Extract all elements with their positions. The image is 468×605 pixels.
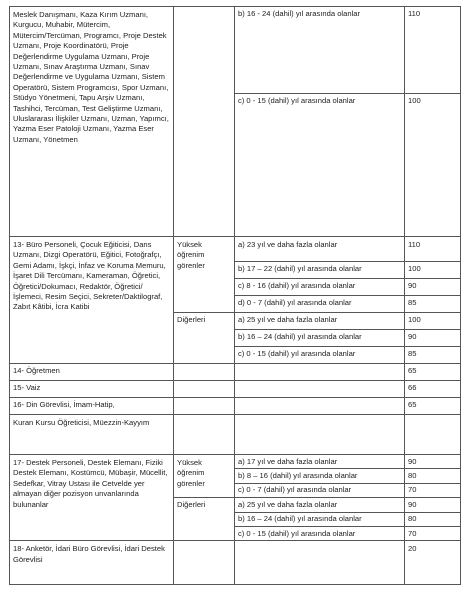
table-row (10, 381, 461, 398)
education-group-cell: Yüksek öğrenim görenler (174, 237, 235, 313)
condition-cell: a) 23 yıl ve daha fazla olanlar (235, 237, 405, 262)
condition-cell: c) 8 - 16 (dahil) yıl arasında olanlar (235, 279, 405, 296)
score-cell: 110 (405, 237, 461, 262)
score-cell: 70 (405, 483, 461, 497)
condition-cell: a) 25 yıl ve daha fazla olanlar (235, 498, 405, 512)
condition-cell: c) 0 - 7 (dahil) yıl arasında olanlar (235, 483, 405, 497)
table-row (10, 237, 461, 262)
score-cell: 85 (405, 347, 461, 364)
education-group-cell (174, 381, 235, 398)
score-cell: 100 (405, 313, 461, 330)
score-cell: 80 (405, 469, 461, 483)
condition-cell: c) 0 - 15 (dahil) yıl arasında olanlar (235, 347, 405, 364)
table-row (10, 7, 461, 94)
table-row (10, 541, 461, 585)
condition-cell (235, 541, 405, 585)
condition-cell (235, 398, 405, 415)
condition-cell (235, 364, 405, 381)
education-group-cell: Diğerleri (174, 498, 235, 541)
score-cell: 66 (405, 381, 461, 398)
table-row (10, 415, 461, 455)
condition-cell: a) 25 yıl ve daha fazla olanlar (235, 313, 405, 330)
condition-cell: b) 16 - 24 (dahil) yıl arasında olanlar (235, 7, 405, 94)
score-cell: 70 (405, 527, 461, 541)
condition-cell: c) 0 - 15 (dahil) yıl arasında olanlar (235, 94, 405, 237)
table-row (10, 364, 461, 381)
score-cell (405, 415, 461, 455)
score-cell: 65 (405, 364, 461, 381)
condition-cell: a) 17 yıl ve daha fazla olanlar (235, 455, 405, 469)
score-cell: 90 (405, 279, 461, 296)
condition-cell: c) 0 - 15 (dahil) yıl arasında olanlar (235, 527, 405, 541)
position-category-cell: 17- Destek Personeli, Destek Elemanı, Fiziki Destek Elemanı, Kostümcü, Mübaşir, Mücellit, Sedefkar, Vitray Ustası ile Cetvelde yer almayan diğer pozisyon unvanlarında bulunanlar (10, 455, 174, 541)
score-cell: 80 (405, 512, 461, 526)
education-group-cell: Diğerleri (174, 313, 235, 364)
education-group-cell (174, 398, 235, 415)
position-score-table (9, 6, 461, 585)
table-row (10, 398, 461, 415)
position-category-cell: 18- Anketör, İdari Büro Görevlisi, İdari Destek Görevlisi (10, 541, 174, 585)
score-cell: 20 (405, 541, 461, 585)
score-cell: 100 (405, 262, 461, 279)
document-page (9, 6, 460, 585)
position-category-cell: 16- Din Görevlisi, İmam-Hatip, (10, 398, 174, 415)
position-category-cell: Meslek Danışmanı, Kaza Kırım Uzmanı, Kurgucu, Muhabir, Mütercim, Mütercim/Tercüman, Programcı, Proje Destek Uzmanı, Proje Koordinatörü, Proje Değerlendirme Uygulama Uzmanı, Proje Uzmanı, Sınav Araştırma Uzmanı, Sınav Değerlendirme ve Uygulama Uzmanı, Sistem Operatörü, Sistem Programcısı, Spor Uzmanı, Stüdyo Yönetmeni, Tapu Arşiv Uzmanı, Tashihci, Tercüman, Test Geliştirme Uzmanı, Uluslararası İlişkiler Uzmanı, Uzman, Yapımcı, Yazma Eser Patoloji Uzmanı, Yazma Eser Uzmanı, Yönetmen (10, 7, 174, 237)
condition-cell: b) 17 – 22 (dahil) yıl arasında olanlar (235, 262, 405, 279)
score-cell: 90 (405, 498, 461, 512)
position-category-cell: 14- Öğretmen (10, 364, 174, 381)
score-cell: 100 (405, 94, 461, 237)
education-group-cell (174, 364, 235, 381)
condition-cell (235, 381, 405, 398)
table-row (10, 455, 461, 469)
condition-cell: b) 8 – 16 (dahil) yıl arasında olanlar (235, 469, 405, 483)
position-category-cell: 15- Vaiz (10, 381, 174, 398)
condition-cell: b) 16 – 24 (dahil) yıl arasında olanlar (235, 512, 405, 526)
score-cell: 65 (405, 398, 461, 415)
condition-cell: d) 0 - 7 (dahil) yıl arasında olanlar (235, 296, 405, 313)
score-cell: 90 (405, 455, 461, 469)
score-cell: 110 (405, 7, 461, 94)
score-cell: 90 (405, 330, 461, 347)
position-category-cell: 13- Büro Personeli, Çocuk Eğiticisi, Dans Uzmanı, Dizgi Operatörü, Eğitici, Fotoğrafçı, Gemi Adamı, İşkçi, İnfaz ve Koruma Memuru, İşaret Dili Tercümanı, Kameraman, Öğretici, Öğretici/Dokumacı, Redaktör, Öğretici/İşlemeci, Resim Seçici, Sekreter/Daktilograf, Zabıt Kâtibi, İcra Katibi (10, 237, 174, 364)
education-group-cell: Yüksek öğrenim görenler (174, 455, 235, 498)
position-category-cell: Kuran Kursu Öğreticisi, Müezzin-Kayyım (10, 415, 174, 455)
condition-cell: b) 16 – 24 (dahil) yıl arasında olanlar (235, 330, 405, 347)
education-group-cell (174, 541, 235, 585)
score-cell: 85 (405, 296, 461, 313)
condition-cell (235, 415, 405, 455)
education-group-cell (174, 415, 235, 455)
education-group-cell (174, 7, 235, 237)
